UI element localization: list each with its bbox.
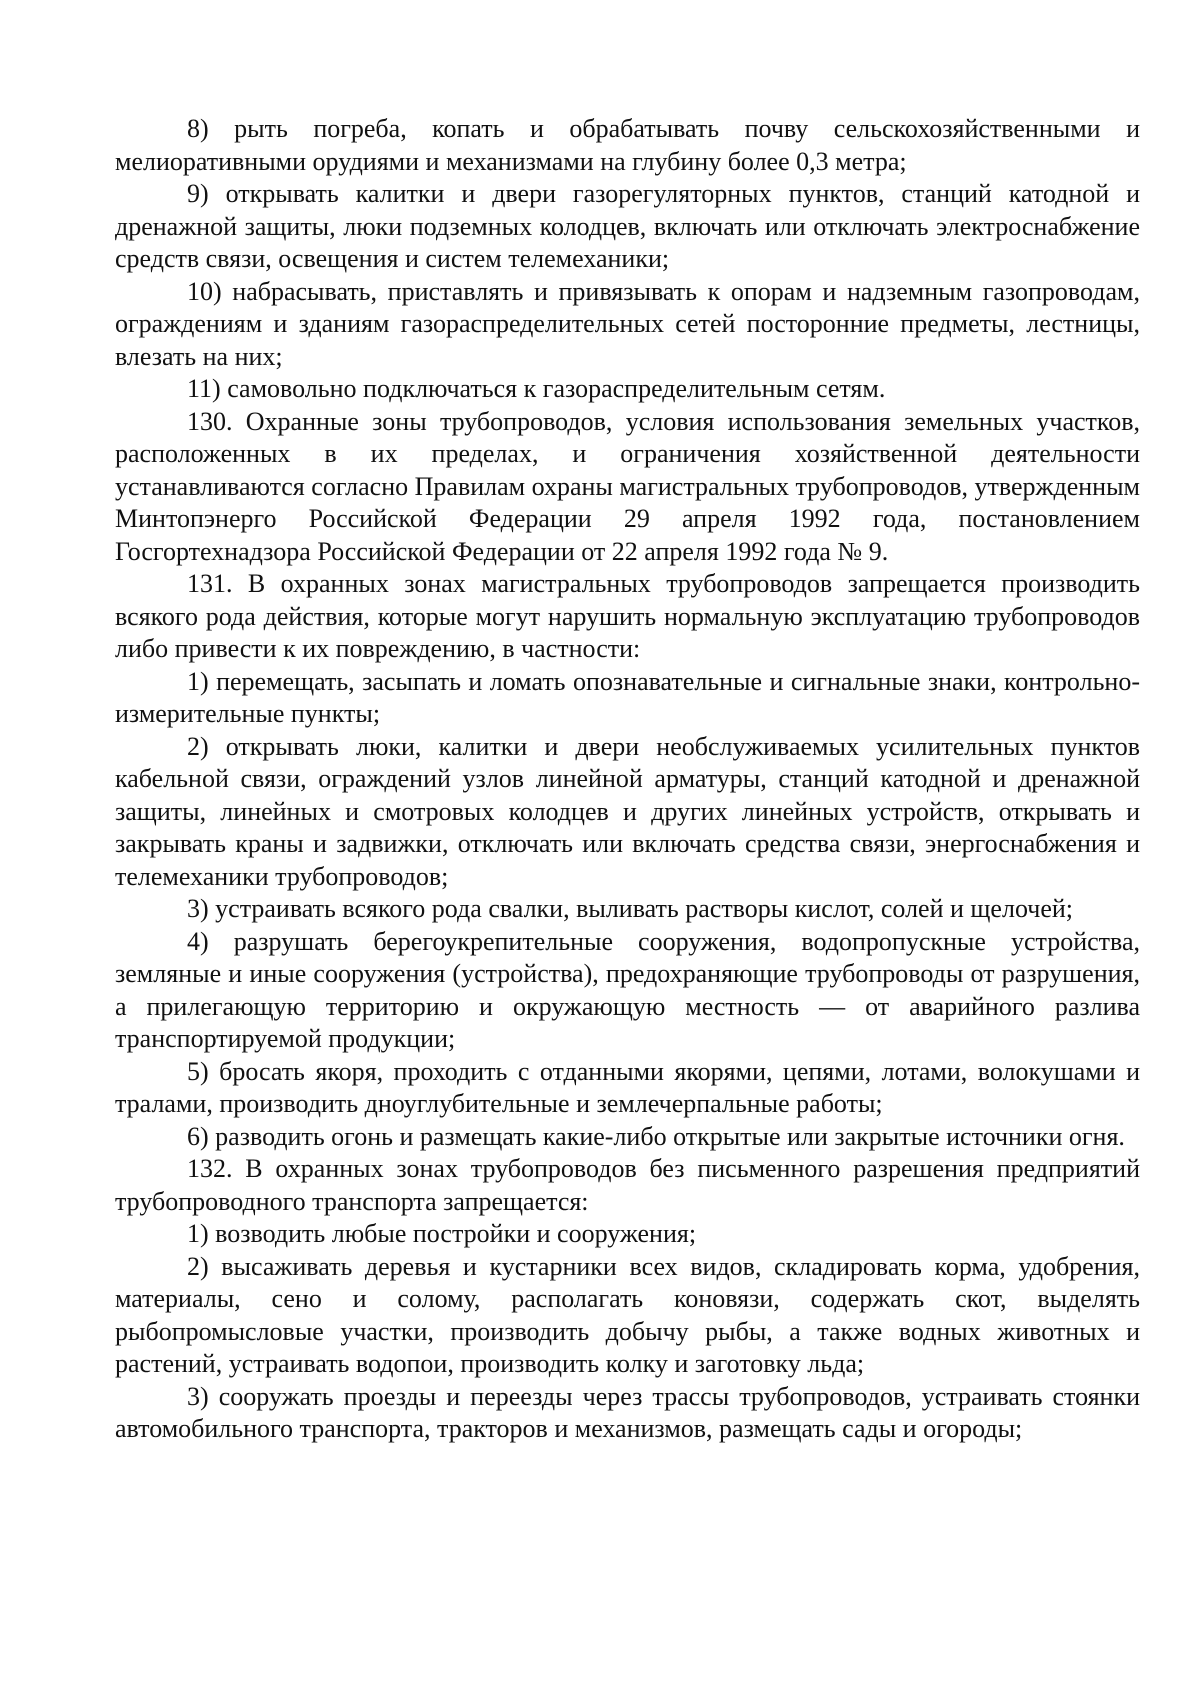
paragraph-11-connection: 11) самовольно подключаться к газораспределительным сетям. [187,374,886,403]
paragraph-130: 130. Охранные зоны трубопроводов, условия использования земельных участков, расположенных в их пределах, и ограничения хозяйственной деятельности устанавливаются согласно Правилам охраны магистральных трубопроводов, утвержденным Минтопэнерго Российской Федерации 29 апреля 1992 года, постановлением Госгортехнадзора Российской Федерации от 22 апреля 1992 года № 9. [115,406,1140,566]
paragraph-131-item-2: 2) открывать люки, калитки и двери необслуживаемых усилительных пунктов кабельной связи, ограждений узлов линейной арматуры, станций катодной и дренажной защиты, линейных и смотровых колодцев и других линейных устройств, открывать и закрывать краны и задвижки, отключать или включать средства связи, энергоснабжения и телемеханики трубопроводов; [115,731,1140,891]
paragraph-131-item-6: 6) разводить огонь и размещать какие-либо открытые или закрытые источники огня. [187,1121,1125,1151]
paragraph-131-item-1: 1) перемещать, засыпать и ломать опознавательные и сигнальные знаки, контрольно-измерительные пункты; [115,666,1140,728]
paragraph-9-gates: 9) открывать калитки и двери газорегуляторных пунктов, станций катодной и дренажной защиты, люки подземных колодцев, включать или отключать электроснабжение средств связи, освещения и систем телемеханики; [115,179,1140,273]
paragraph-131-item-5: 5) бросать якоря, проходить с отданными якорями, цепями, лотами, волокушами и тралами, производить дноуглубительные и землечерпальные работы; [115,1056,1140,1118]
paragraph-8-cellars: 8) рыть погреба, копать и обрабатывать почву сельскохозяйственными и мелиоративными орудиями и механизмами на глубину более 0,3 метра; [115,114,1140,176]
paragraph-132: 132. В охранных зонах трубопроводов без письменного разрешения предприятий трубопроводного транспорта запрещается: [115,1154,1140,1216]
paragraph-132-item-3: 3) сооружать проезды и переезды через трассы трубопроводов, устраивать стоянки автомобильного транспорта, тракторов и механизмов, размещать сады и огороды; [115,1381,1140,1443]
paragraph-132-item-2: 2) высаживать деревья и кустарники всех видов, складировать корма, удобрения, материалы, сено и солому, располагать коновязи, содержать скот, выделять рыбопромысловые участки, производить добычу рыбы, а также водных животных и растений, устраивать водопои, производить колку и заготовку льда; [115,1251,1140,1378]
paragraph-131: 131. В охранных зонах магистральных трубопроводов запрещается производить всякого рода действия, которые могут нарушить нормальную эксплуатацию трубопроводов либо привести к их повреждению, в частности: [115,569,1140,663]
paragraph-131-item-4: 4) разрушать берегоукрепительные сооружения, водопропускные устройства, земляные и иные сооружения (устройства), предохраняющие трубопроводы от разрушения, а прилегающую территорию и окружающую местность — от аварийного разлива транспортируемой продукции; [115,926,1140,1053]
paragraph-10-objects: 10) набрасывать, приставлять и привязывать к опорам и надземным газопроводам, ограждениям и зданиям газораспределительных сетей посторонние предметы, лестницы, влезать на них; [115,276,1140,371]
document-body [115,113,1140,1446]
paragraph-131-item-3: 3) устраивать всякого рода свалки, выливать растворы кислот, солей и щелочей; [187,894,1074,923]
paragraph-132-item-1: 1) возводить любые постройки и сооружения; [187,1219,697,1248]
